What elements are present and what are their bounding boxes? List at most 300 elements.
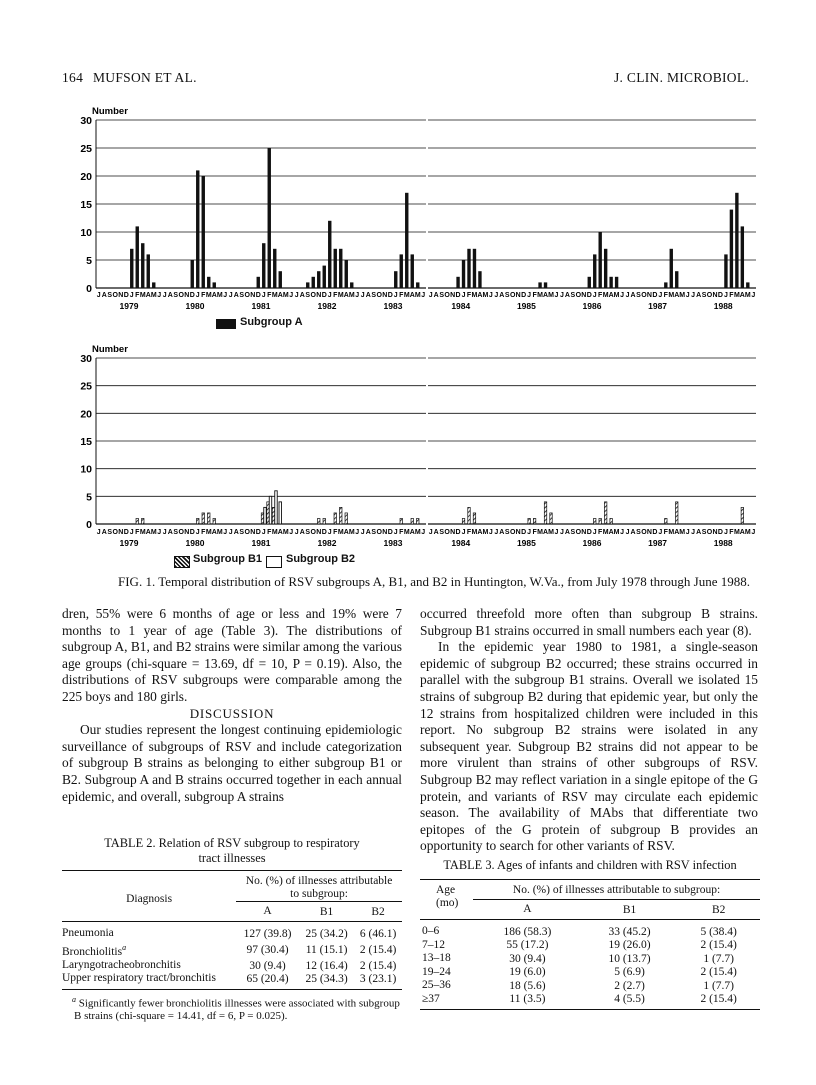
bar-subgroup-b1 [136, 518, 138, 524]
x-tick-label: F [201, 529, 206, 536]
x-tick-label: N [184, 529, 190, 536]
x-tick-label: M [139, 529, 146, 536]
diagnosis-label: Upper respiratory tract/bronchitis [62, 972, 216, 985]
table-3-caption: TABLE 3. Ages of infants and children with RSV infection [443, 858, 737, 872]
table-3-cell-a: 18 (5.6) [509, 979, 546, 992]
bar-subgroup-a [746, 282, 749, 288]
x-tick-label: M [679, 292, 686, 299]
table-2-diagnosis-header: Diagnosis [126, 893, 173, 905]
bar-subgroup-a [599, 232, 602, 288]
bar-subgroup-a [730, 210, 733, 288]
x-tick-label: J [527, 292, 532, 299]
right-para-2: In the epidemic year 1980 to 1981, a single-season epidemic of subgroup B2 occurred; these strains occurred in parallel with the subgroup B1 strains. Overall we isolated 15 strains of subgroup B2 during that epidemic year, but only the 12 strains from hospitalized children were included in this report. No subgroup B2 strains were isolated in any subsequent year. Subgroup B2 strains did not appear to be more virulent than strains of other subgroups of RSV. Subgroup B2 may reflect variation in a single epitope of the G protein, and variants of RSV may circulate each epidemic season. The availability of MAbs that differentiate two epitopes of the G protein of subgroup B provides an opportunity to search for other variants of RSV. [420, 639, 758, 854]
table-2-diagnosis [62, 972, 236, 986]
table-3-age: 25–36 [422, 979, 451, 991]
x-tick-label: S [636, 292, 641, 299]
table-2-footnote: $^a$ Significantly fewer bronchiolitis illnesses were associated with subgroup B strains (chi-square = 14.41, df = 6, P = 0.025). [72, 994, 400, 1023]
bar-subgroup-a [538, 282, 541, 288]
x-tick-label: D [717, 292, 723, 299]
x-tick-label: A [499, 529, 505, 536]
year-label: 1983 [383, 301, 403, 311]
legend-label-b1: Subgroup B1 [193, 553, 263, 565]
bar-subgroup-b1 [665, 518, 667, 524]
x-tick-label: F [466, 529, 472, 536]
x-tick-label: N [316, 529, 322, 536]
x-tick-label: D [321, 529, 327, 536]
x-tick-label: F [729, 529, 734, 536]
table-3-cell-b1: 5 (6.9) [614, 966, 645, 979]
x-tick-label: D [455, 529, 461, 536]
table-2-col-b1: B1 [299, 902, 354, 922]
bar-subgroup-a [735, 193, 738, 288]
table-row [62, 922, 402, 941]
x-tick-label: J [195, 292, 200, 299]
journal-name: J. CLIN. MICROBIOL. [614, 70, 750, 85]
x-tick-label: A [409, 529, 415, 536]
table-3-cell-b1: 19 (26.0) [608, 939, 651, 952]
x-tick-label: J [685, 529, 690, 536]
x-tick-label: J [393, 529, 398, 536]
bar-subgroup-b2 [269, 496, 271, 524]
x-tick-label: N [316, 292, 322, 299]
table-3-cell-a: 19 (6.0) [509, 966, 546, 979]
x-tick-label: J [488, 292, 493, 299]
y-tick-label: 25 [80, 143, 92, 155]
y-tick-label: 30 [80, 115, 92, 127]
x-tick-label: N [450, 529, 456, 536]
x-tick-label: J [223, 529, 228, 536]
table-2-cell-a: 127 (39.8) [243, 927, 292, 940]
table-3-age-header-line1: Age [436, 884, 456, 896]
x-tick-label: S [371, 529, 377, 536]
table-3-group-header: No. (%) of illnesses attributable to subgroup: [512, 884, 721, 896]
x-tick-label: A [409, 292, 415, 299]
x-tick-label: F [729, 292, 734, 299]
y-axis-label: Number [92, 344, 128, 355]
table-3-cell-b2: 5 (38.4) [700, 925, 737, 938]
table-2-diagnosis [62, 922, 236, 941]
x-tick-label: A [211, 529, 217, 536]
x-tick-label: A [477, 529, 483, 536]
bar-subgroup-a [268, 148, 271, 288]
bar-subgroup-a [202, 176, 205, 288]
table-2-cell-a: 65 (20.4) [246, 973, 289, 986]
diagnosis-label: Pneumonia [62, 927, 114, 939]
x-tick-label: N [712, 529, 718, 536]
x-tick-label: D [387, 292, 393, 299]
x-tick-label: J [289, 529, 294, 536]
x-tick-label: S [173, 292, 179, 299]
x-tick-label: M [537, 529, 543, 536]
x-tick-label: A [101, 292, 107, 299]
bar-subgroup-a [130, 249, 133, 288]
legend-label-a: Subgroup A [240, 316, 303, 328]
table-3-cell-b2: 1 (7.7) [703, 952, 735, 965]
x-tick-label: A [233, 529, 239, 536]
x-tick-label: N [450, 292, 456, 299]
x-tick-label: N [118, 529, 124, 536]
bar-subgroup-b1 [411, 518, 413, 524]
year-label: 1986 [582, 301, 602, 311]
x-tick-label: M [271, 529, 278, 536]
bar-subgroup-b1 [400, 518, 402, 524]
table-2-caption-line2: tract illnesses [198, 851, 266, 865]
x-tick-label: M [205, 292, 212, 299]
diagnosis-label: Bronchiolitis [62, 945, 123, 958]
x-tick-label: J [261, 529, 266, 536]
x-tick-label: A [564, 292, 570, 299]
x-tick-label: D [123, 529, 129, 536]
table-3-cell-a: 30 (9.4) [509, 952, 546, 965]
x-tick-label: A [630, 529, 636, 536]
x-tick-label: M [744, 292, 751, 299]
bar-subgroup-a [473, 249, 476, 288]
x-tick-label: S [305, 529, 311, 536]
x-tick-label: J [554, 529, 559, 536]
bar-subgroup-a [411, 254, 414, 288]
bar-subgroup-b1 [604, 502, 606, 524]
bar-subgroup-b1 [550, 513, 552, 524]
y-tick-label: 25 [80, 380, 92, 393]
x-tick-label: N [712, 292, 718, 299]
y-tick-label: 15 [80, 436, 92, 448]
x-tick-label: O [376, 529, 382, 536]
y-tick-label: 0 [86, 519, 92, 531]
legend-swatch-b1 [174, 556, 190, 568]
x-tick-label: J [461, 529, 466, 536]
x-tick-label: J [658, 292, 663, 299]
x-tick-label: J [592, 292, 597, 299]
table-3-col-a: A [473, 900, 582, 920]
x-tick-label: J [360, 529, 365, 536]
x-tick-label: D [586, 529, 592, 536]
bar-subgroup-b1 [340, 507, 342, 524]
x-tick-label: J [327, 292, 332, 299]
x-tick-label: M [271, 292, 278, 299]
table-row [420, 993, 760, 1007]
x-tick-label: S [371, 292, 377, 299]
table-3-age: 7–12 [422, 938, 445, 951]
bar-subgroup-a [345, 260, 348, 288]
x-tick-label: M [150, 529, 157, 536]
table-2-diagnosis [62, 959, 236, 973]
x-tick-label: S [504, 292, 510, 299]
x-tick-label: J [620, 529, 625, 536]
table-3-cell-a: 11 (3.5) [509, 993, 546, 1006]
x-tick-label: J [421, 292, 426, 299]
y-tick-label: 20 [80, 408, 92, 421]
x-tick-label: A [433, 292, 439, 299]
bar-subgroup-b2 [264, 507, 266, 524]
table-3-grid [420, 879, 760, 1006]
x-tick-label: J [393, 292, 398, 299]
x-tick-label: N [382, 292, 388, 299]
table-row [62, 941, 402, 959]
x-tick-label: N [515, 292, 521, 299]
x-tick-label: J [685, 292, 690, 299]
table-2-diagnosis [62, 941, 236, 959]
x-tick-label: J [428, 529, 433, 536]
x-tick-label: D [652, 529, 658, 536]
x-tick-label: N [581, 292, 587, 299]
table-row [420, 920, 760, 939]
table-3-age-header [420, 880, 473, 920]
x-tick-label: J [559, 529, 564, 536]
year-label: 1982 [317, 301, 337, 311]
x-tick-label: M [403, 292, 410, 299]
table-3 [420, 858, 760, 1010]
x-tick-label: F [135, 529, 140, 536]
x-tick-label: D [521, 529, 527, 536]
x-tick-label: J [527, 529, 532, 536]
table-row [420, 952, 760, 966]
bar-subgroup-b1 [213, 518, 215, 524]
x-tick-label: A [167, 529, 173, 536]
table-3-cell-a: 55 (17.2) [506, 939, 549, 952]
bar-subgroup-a [136, 226, 139, 288]
x-tick-label: M [216, 529, 223, 536]
bar-subgroup-b1 [323, 518, 325, 524]
x-tick-label: M [139, 292, 146, 299]
x-tick-label: F [598, 292, 603, 299]
x-tick-label: F [267, 292, 272, 299]
x-tick-label: A [543, 529, 549, 536]
year-label: 1982 [317, 538, 337, 548]
bar-subgroup-b1 [417, 518, 419, 524]
table-3-cell-a: 186 (58.3) [503, 925, 552, 938]
x-tick-label: A [167, 292, 173, 299]
bar-subgroup-a [306, 282, 309, 288]
x-tick-label: J [554, 292, 559, 299]
x-tick-label: F [399, 292, 404, 299]
bar-subgroup-b1 [473, 513, 475, 524]
year-label: 1983 [383, 538, 403, 548]
x-tick-label: J [691, 529, 696, 536]
x-tick-label: M [414, 529, 421, 536]
bar-subgroup-a [741, 226, 744, 288]
bar-subgroup-a [664, 282, 667, 288]
x-tick-label: J [559, 292, 564, 299]
bar-subgroup-a [339, 249, 342, 288]
y-tick-label: 5 [86, 255, 92, 267]
x-tick-label: S [636, 529, 641, 536]
right-column [420, 606, 758, 855]
right-para-1: occurred threefold more often than subgroup B strains. Subgroup B1 strains occurred in small numbers each year (8). [420, 606, 758, 638]
bar-subgroup-b1 [462, 518, 464, 524]
year-label: 1985 [516, 538, 536, 548]
x-tick-label: J [620, 292, 625, 299]
page-number: 164 [62, 70, 84, 85]
x-tick-label: S [701, 292, 707, 299]
x-tick-label: F [532, 292, 537, 299]
x-tick-label: S [701, 529, 707, 536]
x-tick-label: A [674, 292, 680, 299]
x-tick-label: A [277, 529, 283, 536]
bar-subgroup-a [670, 249, 673, 288]
x-tick-label: A [277, 292, 283, 299]
y-tick-label: 5 [86, 491, 92, 504]
table-3-cell-b2: 2 (15.4) [700, 939, 737, 952]
y-tick-label: 0 [86, 283, 92, 295]
table-3-age: 19–24 [422, 965, 451, 978]
x-tick-label: A [564, 529, 570, 536]
table-3-col-b1: B1 [582, 900, 678, 920]
x-tick-label: S [570, 292, 576, 299]
x-tick-label: S [239, 292, 245, 299]
x-tick-label: N [581, 529, 587, 536]
table-3-age: ≥37 [422, 992, 440, 1005]
bar-subgroup-a [317, 271, 320, 288]
x-tick-label: M [548, 292, 554, 299]
x-tick-label: S [305, 292, 311, 299]
x-tick-label: J [658, 529, 663, 536]
table-2-group-header-line1: No. (%) of illnesses attributable [245, 875, 393, 887]
x-tick-label: M [668, 292, 675, 299]
x-tick-label: J [96, 292, 101, 299]
x-tick-label: J [261, 292, 266, 299]
table-2-cell-b2: 3 (23.1) [359, 973, 397, 986]
diagnosis-label: Laryngotracheobronchitis [62, 958, 181, 971]
bar-subgroup-a [394, 271, 397, 288]
x-tick-label: A [630, 292, 636, 299]
x-tick-label: J [355, 292, 360, 299]
bar-subgroup-a [724, 254, 727, 288]
x-tick-label: J [96, 529, 101, 536]
x-tick-label: N [250, 529, 256, 536]
bar-subgroup-b1 [345, 513, 347, 524]
x-tick-label: O [575, 529, 582, 536]
x-tick-label: F [663, 529, 668, 536]
x-tick-label: D [586, 292, 592, 299]
x-tick-label: J [488, 529, 493, 536]
table-2-cell-b1: 12 (16.4) [305, 959, 348, 972]
year-label: 1986 [582, 538, 602, 548]
bar-subgroup-b1 [533, 518, 535, 524]
table-2-cell-b2: 6 (46.1) [359, 927, 397, 940]
x-tick-label: A [299, 292, 305, 299]
year-label: 1984 [451, 301, 471, 311]
x-tick-label: M [602, 529, 609, 536]
bar-subgroup-b2 [275, 491, 277, 524]
table-2-cell-b2: 2 (15.4) [359, 943, 397, 956]
x-tick-label: O [244, 529, 250, 536]
x-tick-label: J [751, 529, 756, 536]
x-tick-label: J [355, 529, 360, 536]
bar-subgroup-a [456, 277, 459, 288]
x-tick-label: A [145, 529, 151, 536]
y-tick-label: 30 [80, 353, 92, 365]
year-label: 1988 [713, 301, 733, 311]
running-authors: MUFSON ET AL. [93, 70, 197, 85]
x-tick-label: M [733, 292, 740, 299]
y-axis-label: Number [92, 106, 128, 117]
table-2-cell-b1: 25 (34.3) [305, 973, 348, 986]
x-tick-label: M [282, 529, 289, 536]
x-tick-label: N [382, 529, 388, 536]
year-label: 1981 [251, 301, 271, 311]
x-tick-label: O [706, 529, 713, 536]
x-tick-label: S [239, 529, 245, 536]
table-3-col-b2: B2 [677, 900, 760, 920]
x-tick-label: F [598, 529, 603, 536]
bar-subgroup-b1 [676, 502, 678, 524]
x-tick-label: O [510, 292, 516, 299]
bar-subgroup-b1 [528, 518, 530, 524]
x-tick-label: D [387, 529, 393, 536]
table-row [420, 939, 760, 953]
x-tick-label: A [299, 529, 305, 536]
bar-subgroup-a [350, 282, 353, 288]
bar-subgroup-b1 [334, 513, 336, 524]
table-row [420, 979, 760, 993]
x-tick-label: A [101, 529, 107, 536]
x-tick-label: M [471, 292, 478, 299]
x-tick-label: O [575, 292, 582, 299]
x-tick-label: D [521, 292, 527, 299]
x-tick-label: O [706, 292, 713, 299]
x-tick-label: D [255, 529, 261, 536]
x-tick-label: S [173, 529, 179, 536]
year-label: 1980 [185, 301, 205, 311]
x-tick-label: S [439, 529, 445, 536]
table-2-grid [62, 870, 402, 986]
bar-subgroup-a [312, 277, 315, 288]
x-tick-label: A [739, 292, 745, 299]
x-tick-label: J [751, 292, 756, 299]
x-tick-label: D [652, 292, 658, 299]
bar-subgroup-b1 [468, 507, 470, 524]
table-3-cell-b2: 2 (15.4) [700, 966, 737, 979]
x-tick-label: J [228, 292, 233, 299]
table-3-cell-b2: 2 (15.4) [700, 993, 737, 1006]
x-tick-label: J [294, 529, 299, 536]
x-tick-label: J [494, 292, 499, 299]
x-tick-label: J [723, 292, 728, 299]
bar-subgroup-a [593, 254, 596, 288]
table-3-cell-b1: 10 (13.7) [608, 952, 651, 965]
bar-subgroup-a [604, 249, 607, 288]
x-tick-label: M [602, 292, 609, 299]
bar-subgroup-a [588, 277, 591, 288]
x-tick-label: M [282, 292, 289, 299]
table-3-cell-b1: 2 (2.7) [614, 979, 645, 992]
x-tick-label: M [733, 529, 740, 536]
x-tick-label: M [482, 529, 489, 536]
x-tick-label: A [145, 292, 151, 299]
bar-subgroup-b1 [544, 502, 546, 524]
x-tick-label: M [744, 529, 751, 536]
x-tick-label: J [691, 292, 696, 299]
bar-subgroup-a [615, 277, 618, 288]
x-tick-label: J [428, 292, 433, 299]
x-tick-label: J [195, 529, 200, 536]
table-row [62, 959, 402, 973]
year-label: 1979 [119, 301, 139, 311]
x-tick-label: A [211, 292, 217, 299]
x-tick-label: A [499, 292, 505, 299]
year-label: 1987 [648, 538, 668, 548]
x-tick-label: F [135, 292, 140, 299]
x-tick-label: J [294, 292, 299, 299]
x-tick-label: M [348, 292, 355, 299]
table-row [62, 972, 402, 986]
x-tick-label: S [107, 292, 113, 299]
x-tick-label: O [244, 292, 250, 299]
x-tick-label: J [157, 529, 162, 536]
x-tick-label: J [162, 529, 167, 536]
table-2-cell-b1: 11 (15.1) [305, 943, 348, 956]
x-tick-label: M [403, 529, 410, 536]
